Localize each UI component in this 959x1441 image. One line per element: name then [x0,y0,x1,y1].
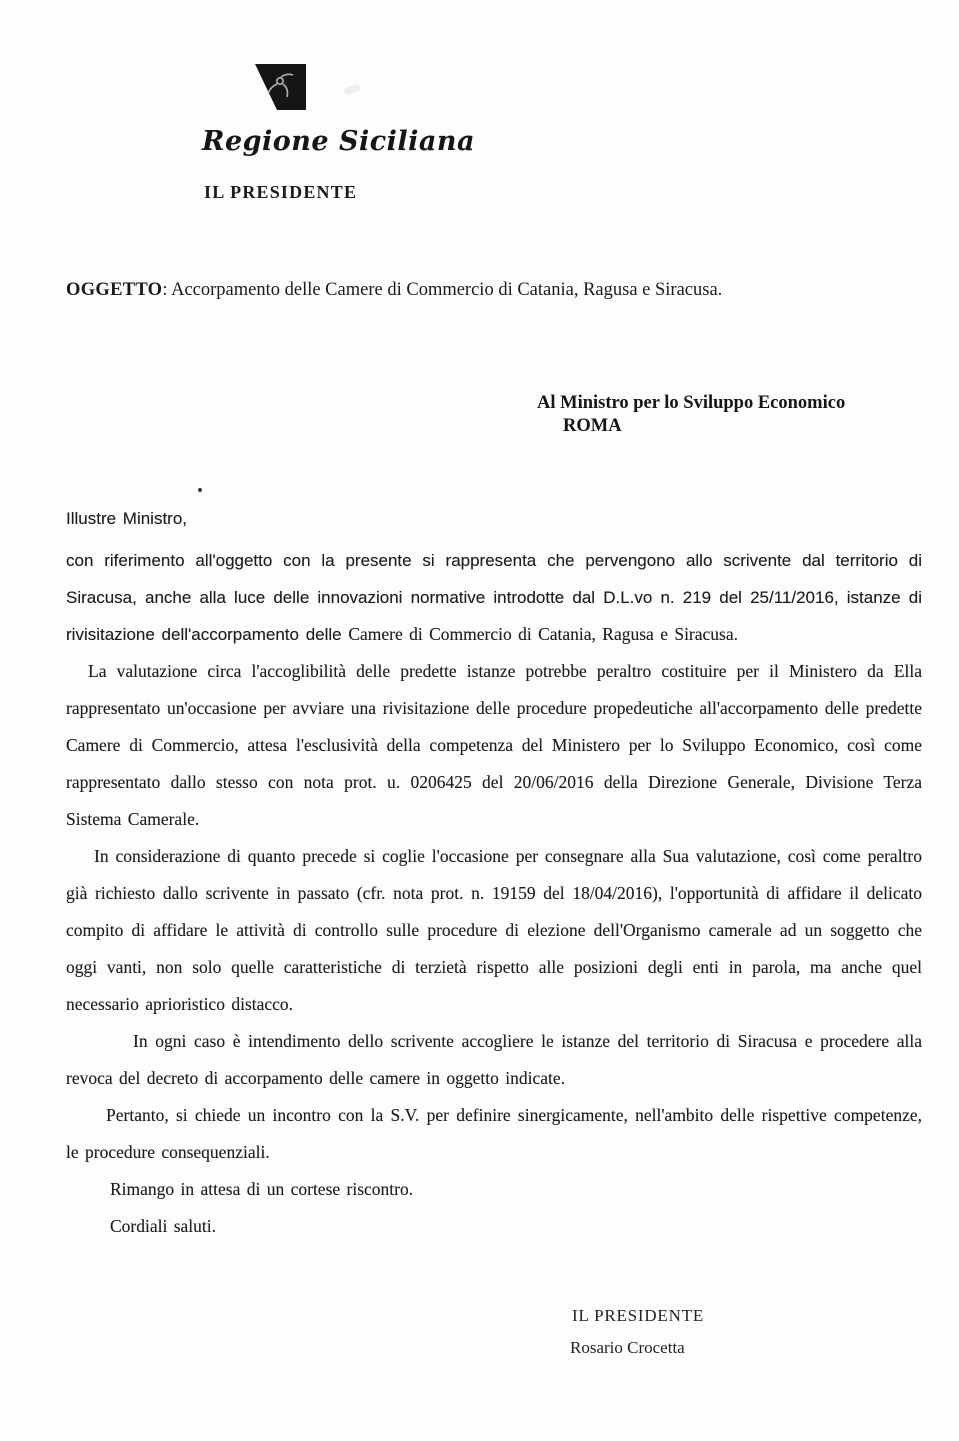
org-name: Regione Siciliana [202,126,476,157]
org-role-heading: IL PRESIDENTE [204,182,358,202]
subject-text: : Accorpamento delle Camere di Commercio di Catania, Ragusa e Siracusa. [162,280,723,300]
paragraph-2: La valutazione circa l'accoglibilità delle predette istanze potrebbe peraltro costituire per il Ministero da Ella rappresentato un'occasione per avviare una rivisitazione delle procedure propedeutiche all'accorpamento delle predette Camere di Commercio, attesa l'esclusività della competenza del Ministero per lo Sviluppo Economico, così come rappresentato dallo stesso con nota prot. u. 0206425 del 20/06/2016 della Direzione Generale, Divisione Terza Sistema Camerale. [66,661,922,829]
paragraph-3: In considerazione di quanto precede si coglie l'occasione per consegnare alla Sua valutazione, così come peraltro già richiesto dallo scrivente in passato (cfr. nota prot. n. 19159 del 18/04/2016), l'opportunità di affidare il delicato compito di affidare le attività di controllo sulle procedure di elezione dell'Organismo camerale ad un soggetto che oggi vanti, non solo quelle caratteristiche di terzietà rispetto alle posizioni degli enti in parola, ma anche quel necessario aprioristico distacco. [66,846,922,1014]
paragraph-1-sans: con riferimento all'oggetto con la presente si rappresenta che pervengono allo scrivente dal territorio di Siracusa, anche alla luce delle innovazioni normative introdotte dal D.L.vo n. 219 del 25/11/2016, istanze di rivisitazione dell'accorpamento delle [66,551,922,644]
trinacria-logo-icon [250,64,306,110]
recipient-block [537,392,845,438]
paragraph-4: In ogni caso è intendimento dello scrivente accogliere le istanze del territorio di Siracusa e procedere alla revoca del decreto di accorpamento delle camere in oggetto indicate. [66,1031,922,1088]
salutation: Illustre Ministro, [66,509,188,528]
paragraph-5: Pertanto, si chiede un incontro con la S.V. per definire sinergicamente, nell'ambito delle rispettive competenze, le procedure consequenziali. [66,1105,922,1162]
signature-name: Rosario Crocetta [570,1338,685,1357]
paragraph-1-serif: Camere di Commercio di Catania, Ragusa e Siracusa. [348,624,738,644]
closing-line-2: Cordiali saluti. [110,1216,217,1236]
recipient-line: Al Ministro per lo Sviluppo Economico [537,393,846,413]
subject-label: OGGETTO [66,280,163,300]
signature-role: IL PRESIDENTE [572,1306,705,1325]
recipient-city: ROMA [563,416,622,436]
subject-line [66,280,926,301]
scan-dot [198,488,202,492]
scan-smudge [343,83,360,95]
letter-body [66,500,922,1245]
closing-line-1: Rimango in attesa di un cortese riscontro. [110,1179,414,1199]
paragraph-1 [66,542,922,653]
